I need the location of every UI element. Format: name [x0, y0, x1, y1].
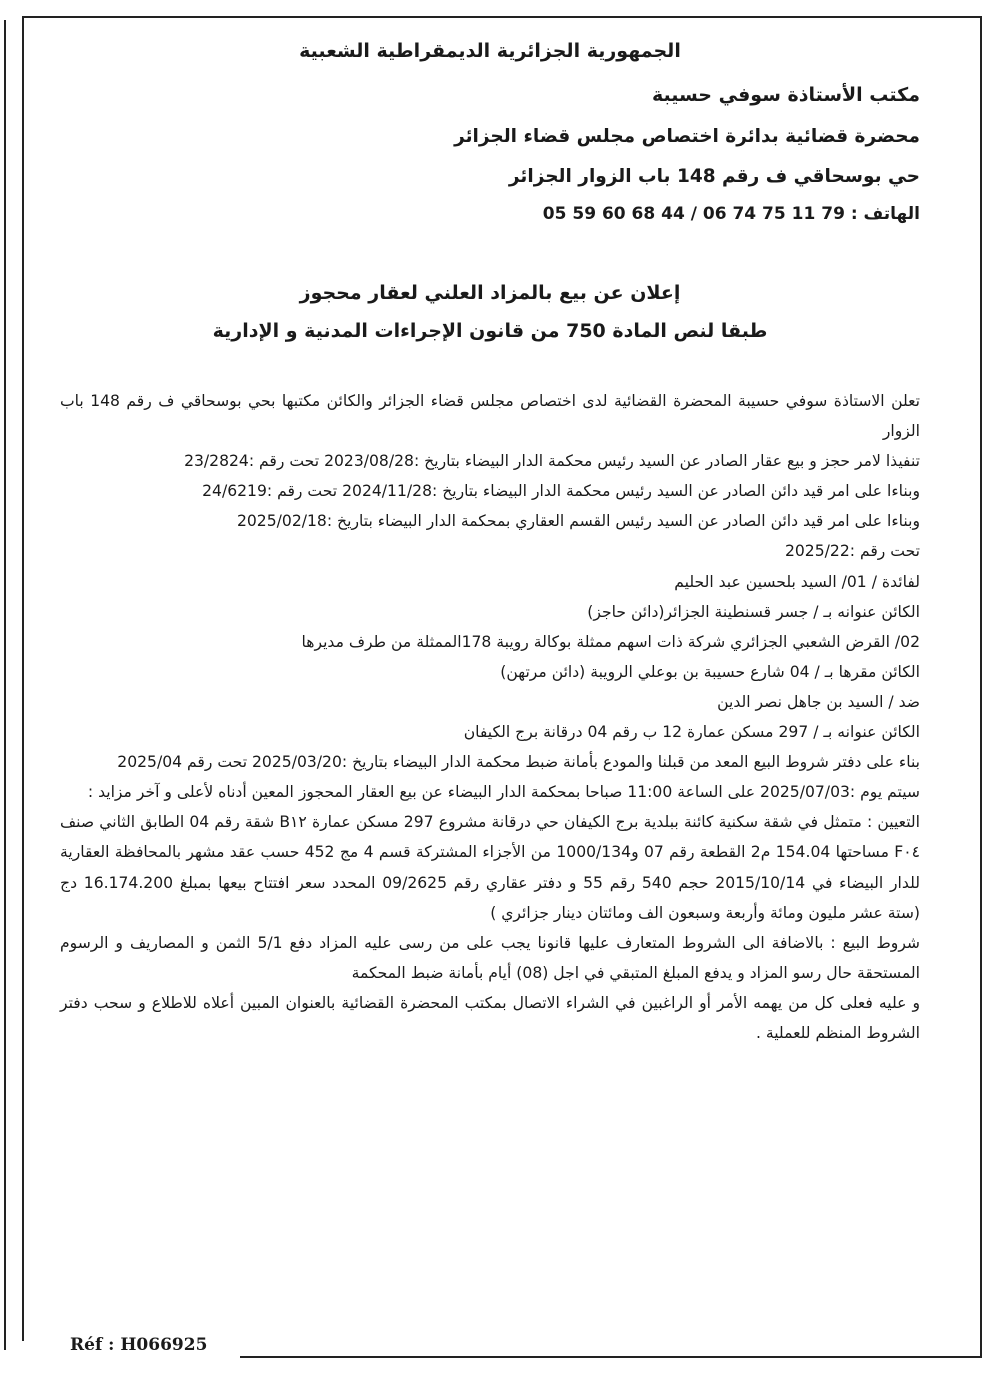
- document-reference: Réf : H066925: [70, 1335, 208, 1355]
- paragraph-beneficiary-2-address: الكائن مقرها بـ / 04 شارع حسيبة بن بوعلي الرويبة (دائن مرتهن): [500, 662, 920, 681]
- paragraph-beneficiary-1-address: الكائن عنوانه بـ / جسر قسنطينة الجزائر(دائن حاجز): [587, 602, 920, 621]
- paragraph-conditions-book: بناء على دفتر شروط البيع المعد من قبلنا والمودع بأمانة ضبط محكمة الدار البيضاء بتاريخ :2025/03/20 تحت رقم 2025/04: [117, 753, 920, 772]
- office-name: مكتب الأستاذة سوفي حسيبة: [651, 84, 920, 106]
- page-frame-left: [22, 16, 24, 1341]
- announcement-title: إعلان عن بيع بالمزاد العلني لعقار محجوز: [299, 282, 681, 304]
- page-frame-right: [980, 16, 982, 1356]
- office-address: حي بوسحاقي ف رقم 148 باب الزوار الجزائر: [508, 166, 920, 187]
- paragraph-creditor-order-2: وبناءا على امر قيد دائن الصادر عن السيد رئيس القسم العقاري بمحكمة الدار البيضاء بتاريخ :2025/02/18: [236, 512, 920, 531]
- paragraph-seizure-order: تنفيذا لامر حجز و بيع عقار الصادر عن السيد رئيس محكمة الدار البيضاء بتاريخ :2023/08/28 تحت رقم :23/2824: [184, 452, 920, 471]
- republic-heading: الجمهورية الجزائرية الديمقراطية الشعبية: [299, 40, 681, 62]
- paragraph-creditor-order-1: وبناءا على امر قيد دائن الصادر عن السيد رئيس محكمة الدار البيضاء بتاريخ :2024/11/28 تحت رقم :24/6219: [202, 482, 920, 501]
- announcement-body: [60, 386, 920, 1048]
- paragraph-debtor-address: الكائن عنوانه بـ / 297 مسكن عمارة 12 ب رقم 04 درقانة برج الكيفان: [463, 723, 920, 742]
- scan-edge-line: [4, 20, 6, 1350]
- office-phone: الهاتف : 79 11 75 74 06 / 44 68 60 59 05: [542, 204, 920, 224]
- paragraph-auction-date: سيتم يوم :2025/07/03 على الساعة 11:00 صباحا بمحكمة الدار البيضاء عن بيع العقار المحجوز المعين أدناه لأعلى و آخر مزايد :: [87, 783, 920, 802]
- paragraph-sale-conditions: شروط البيع : بالاضافة الى الشروط المتعارف عليها قانونا يجب على من رسى عليه المزاد دفع 5/1 الثمن و المصاريف و الرسوم المستحقة حال رسو المزاد و يدفع المبلغ المتبقي في اجل (08) أيام بأمانة ضبط المحكمة: [60, 933, 920, 982]
- announcement-subtitle: طبقا لنص المادة 750 من قانون الإجراءات المدنية و الإدارية: [212, 320, 768, 342]
- paragraph-order-number: تحت رقم :2025/22: [784, 542, 920, 561]
- paragraph-debtor: ضد / السيد بن جاهل نصر الدين: [717, 692, 920, 711]
- page-frame-top: [22, 16, 982, 18]
- paragraph-beneficiary-1: لفائدة / 01/ السيد بلحسين عبد الحليم: [674, 572, 920, 591]
- paragraph-intro: تعلن الاستاذة سوفي حسيبة المحضرة القضائية لدى اختصاص مجلس قضاء الجزائر والكائن مكتبها بحي بوسحاقي ف رقم 148 باب الزوار: [60, 392, 920, 441]
- jurisdiction-line: محضرة قضائية بدائرة اختصاص مجلس قضاء الجزائر: [454, 126, 920, 147]
- paragraph-property-description: التعيين : متمثل في شقة سكنية كائنة ببلدية برج الكيفان حي درقانة مشروع 297 مسكن عمارة B١٢ شقة رقم 04 الطابق الثاني صنف F٠٤ مساحتها 154.04 م2 القطعة رقم 07 و1000/134 من الأجزاء المشتركة قسم 4 مج 452 حسب عقد مشهر بالمحافظة العقارية للدار البيضاء في 2015/10/14 حجم 540 رقم 55 و دفتر عقاري رقم 09/2625 المحدد سعر افتتاح بيعها بمبلغ 16.174.200 دج (ستة عشر مليون ومائة وأربعة وسبعون الف ومائتان دينار جزائري ): [60, 813, 920, 922]
- paragraph-contact: و عليه فعلى كل من يهمه الأمر أو الراغبين في الشراء الاتصال بمكتب المحضرة القضائية بالعنوان المبين أعلاه للاطلاع و سحب دفتر الشروط المنظم للعملية .: [60, 993, 920, 1042]
- page-frame-bottom: [240, 1356, 982, 1358]
- paragraph-beneficiary-2: 02/ القرض الشعبي الجزائري شركة ذات اسهم ممثلة بوكالة رويبة 178الممثلة من طرف مديرها: [301, 632, 920, 651]
